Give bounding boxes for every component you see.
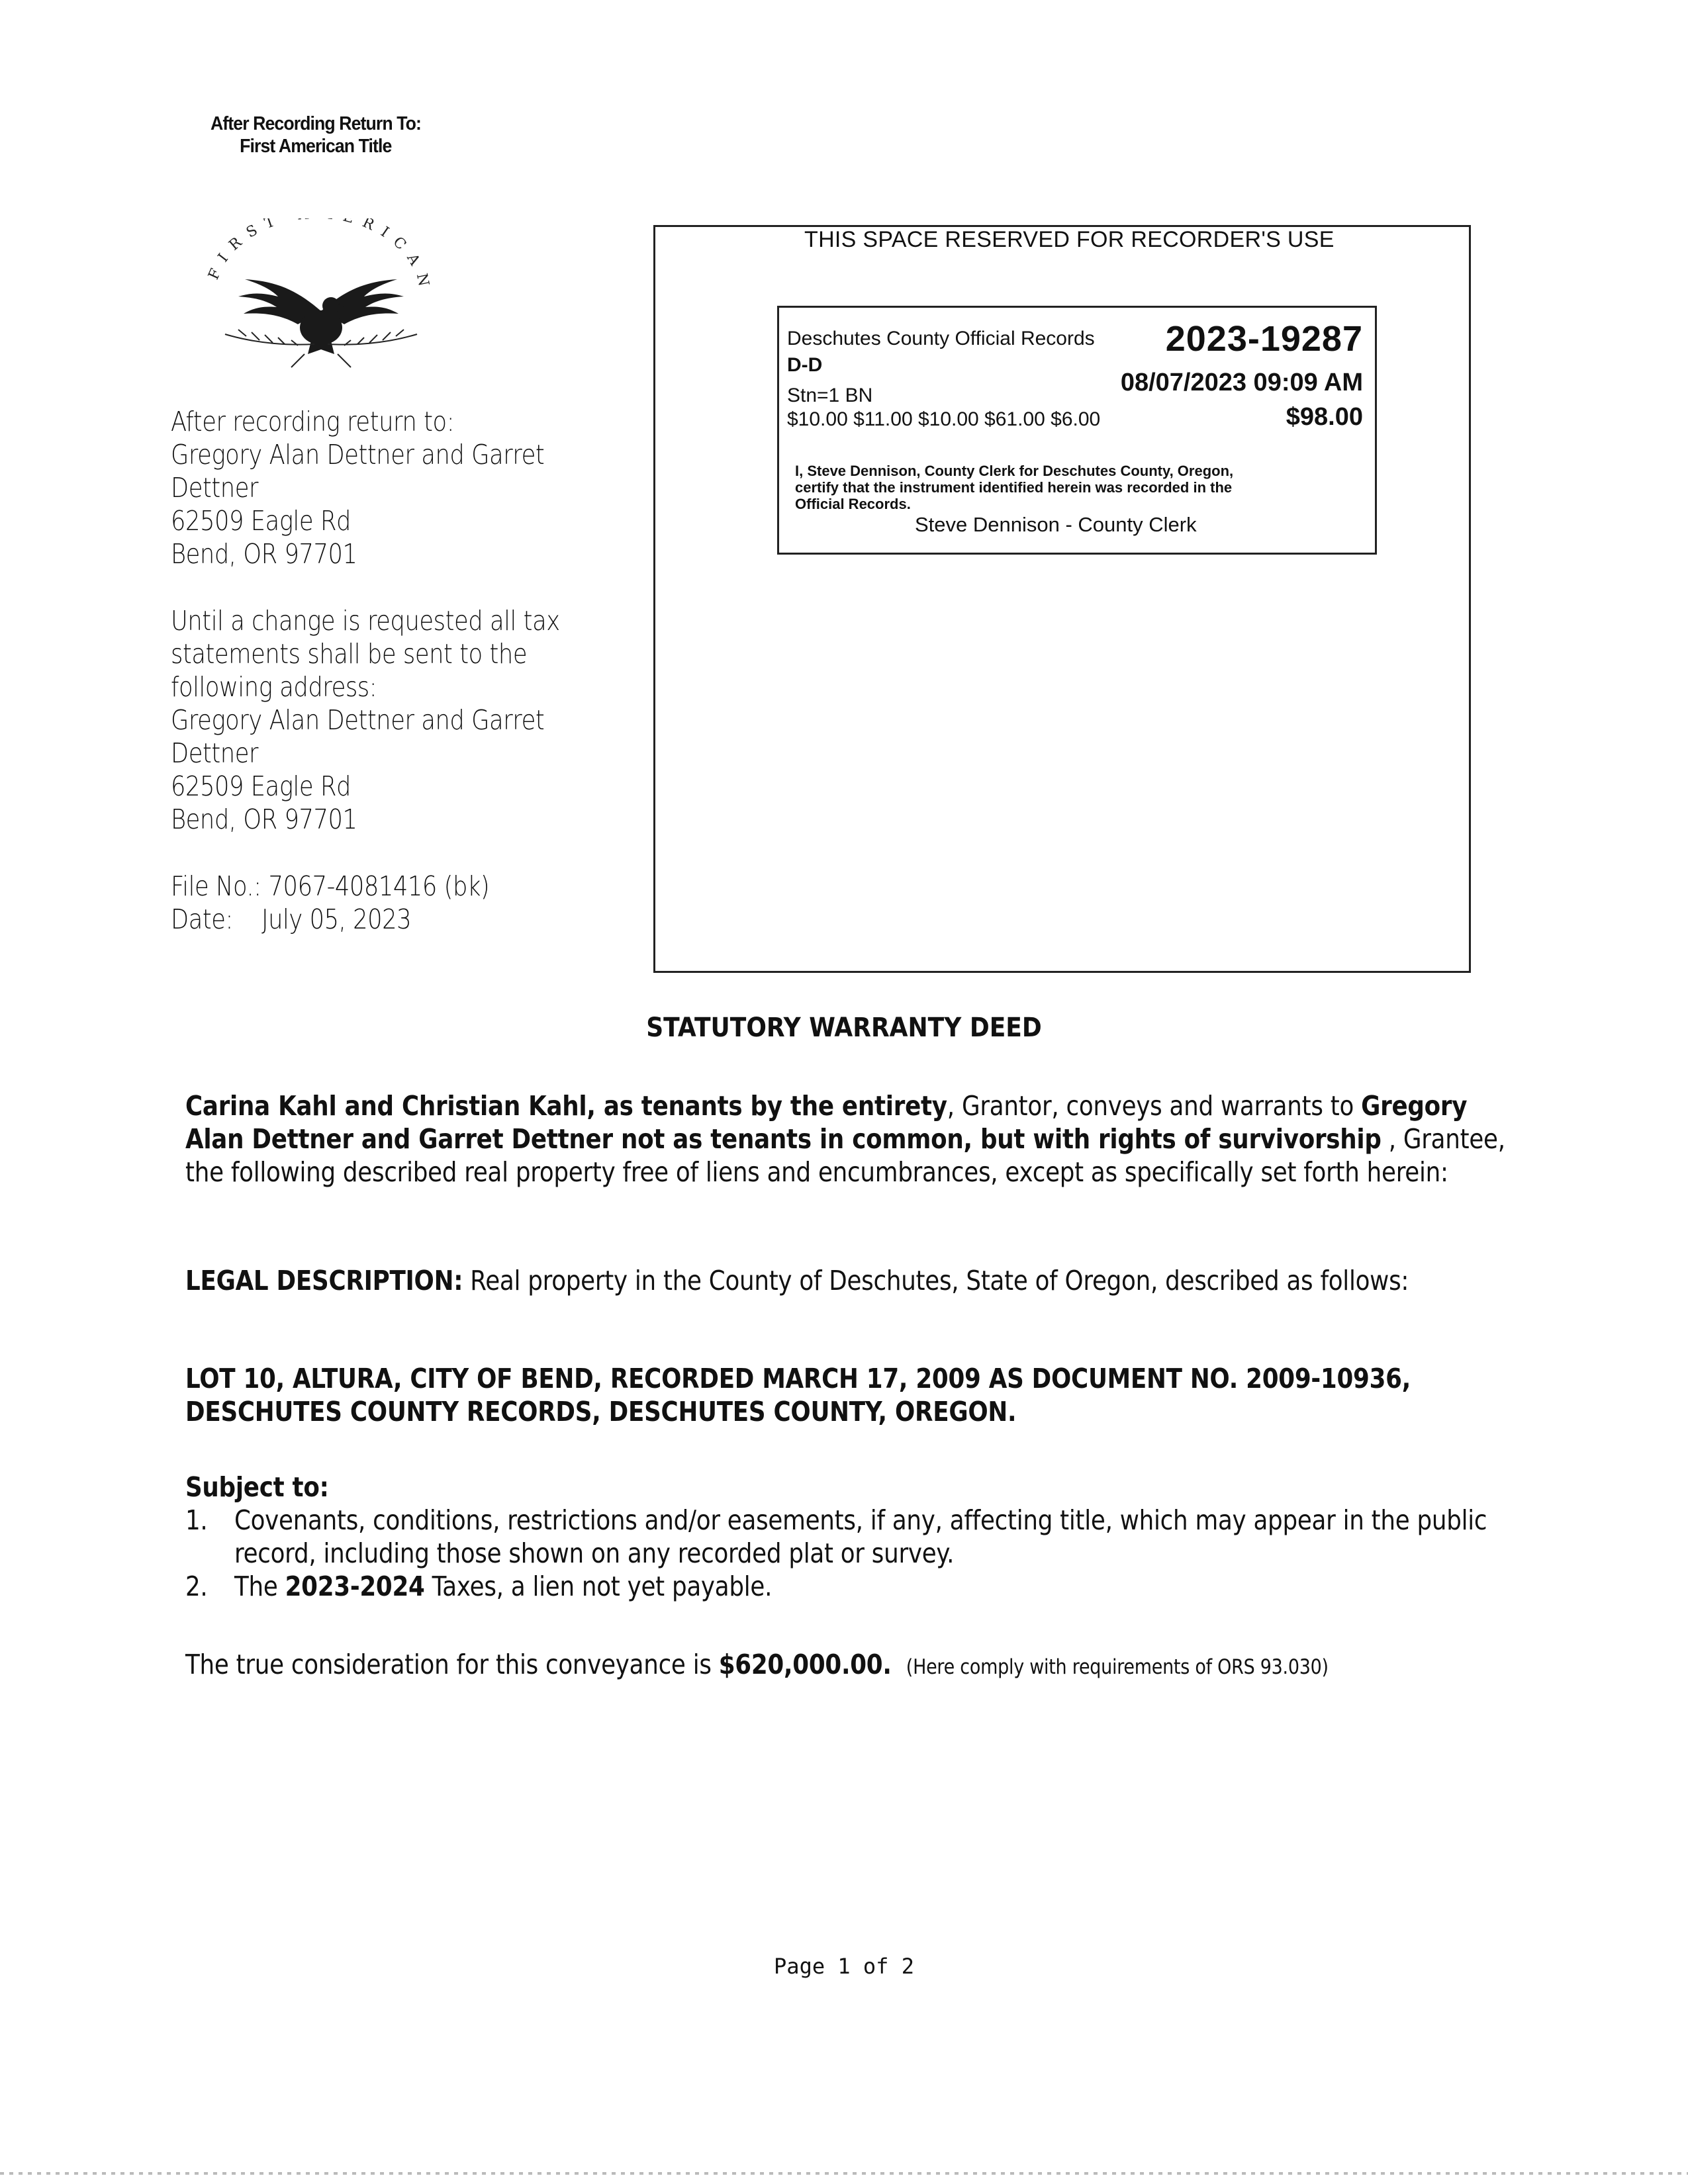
conveyance-text-1: , Grantor, conveys and warrants to: [947, 1090, 1354, 1122]
clerk-signature: Steve Dennison - County Clerk: [915, 513, 1197, 536]
list-item: [185, 1504, 1521, 1570]
consideration-amount: $620,000.00.: [718, 1649, 892, 1680]
tax-line2: statements shall be sent to the: [171, 638, 528, 670]
tax-city: Bend, OR 97701: [171, 803, 357, 835]
return-to-stamp: [211, 113, 421, 158]
tax-line1: Until a change is requested all tax: [171, 605, 560, 637]
stamp-line-2: First American Title: [240, 136, 392, 157]
return-heading: After recording return to:: [171, 406, 455, 437]
station-id: Stn=1 BN: [787, 385, 873, 406]
document-number: 2023-19287: [1165, 319, 1363, 359]
consideration-note: (Here comply with requirements of ORS 93.030): [906, 1655, 1329, 1679]
item-text-post: Taxes, a lien not yet payable.: [424, 1570, 773, 1602]
lot-description: LOT 10, ALTURA, CITY OF BEND, RECORDED MARCH 17, 2009 AS DOCUMENT NO. 2009-10936, DESCHUTES COUNTY RECORDS, DESCHUTES COUNTY, OREGON.: [185, 1363, 1411, 1428]
file-date: July 05, 2023: [261, 903, 412, 935]
exceptions-list: [185, 1504, 1521, 1603]
tax-line3: following address:: [171, 671, 377, 703]
tax-street: 62509 Eagle Rd: [171, 770, 351, 802]
deed-title: STATUTORY WARRANTY DEED: [646, 1013, 1042, 1043]
scan-edge-divider: [0, 2172, 1688, 2175]
records-office: Deschutes County Official Records: [787, 328, 1095, 349]
tax-years: 2023-2024: [285, 1570, 425, 1602]
subject-heading: Subject to:: [185, 1471, 329, 1503]
eagle-icon: [199, 218, 444, 390]
first-american-logo: [199, 218, 444, 390]
grantor-names: Carina Kahl and Christian Kahl, as tenants by the entirety: [185, 1090, 947, 1122]
return-street: 62509 Eagle Rd: [171, 505, 351, 537]
consideration-text: The true consideration for this conveyance is: [185, 1649, 719, 1680]
address-block: [171, 405, 569, 970]
legal-description: [185, 1264, 1521, 1297]
document-code: D-D: [787, 354, 823, 376]
tax-address: [171, 604, 569, 836]
return-city: Bend, OR 97701: [171, 538, 357, 570]
cert-line1: I, Steve Dennison, County Clerk for Deschutes County, Oregon,: [795, 463, 1234, 479]
file-label: File No.:: [171, 870, 261, 902]
stamp-line-1: After Recording Return To:: [211, 113, 421, 134]
fee-total: $98.00: [1286, 403, 1363, 431]
cert-line3: Official Records.: [795, 496, 911, 512]
recording-stamp: [777, 306, 1377, 555]
list-item: [185, 1570, 1521, 1603]
conveyance-paragraph: [185, 1089, 1521, 1189]
fee-breakdown: $10.00 $11.00 $10.00 $61.00 $6.00: [787, 408, 1101, 430]
return-name-line1: Gregory Alan Dettner and Garret: [171, 439, 545, 471]
return-address: [171, 405, 569, 570]
legal-label: LEGAL DESCRIPTION:: [185, 1265, 463, 1297]
subject-to-section: [185, 1471, 1521, 1603]
clerk-certification: [795, 463, 1233, 512]
return-name-line2: Dettner: [171, 472, 259, 504]
item-text-pre: The: [234, 1570, 285, 1602]
tax-name-line2: Dettner: [171, 737, 259, 769]
recorder-box-title: THIS SPACE RESERVED FOR RECORDER'S USE: [804, 227, 1335, 252]
tax-name-line1: Gregory Alan Dettner and Garret: [171, 704, 545, 736]
grantee-names: Gregory Alan Dettner and Garret Dettner not as tenants in common, but with rights of survivorship: [185, 1090, 1468, 1155]
consideration-statement: [185, 1648, 1521, 1684]
file-number: 7067-4081416 (bk): [268, 870, 490, 902]
file-info: [171, 870, 569, 936]
item-number: 2.: [185, 1570, 208, 1602]
legal-text: Real property in the County of Deschutes, State of Oregon, described as follows:: [463, 1265, 1409, 1297]
date-label: Date:: [171, 903, 234, 935]
item-text: Covenants, conditions, restrictions and/or easements, if any, affecting title, which may appear in the public record, including those shown on any recorded plat or survey.: [234, 1504, 1487, 1569]
page-number: Page 1 of 2: [774, 1954, 914, 1979]
svg-text:FIRST AMERICAN: [205, 218, 434, 297]
cert-line2: certify that the instrument identified herein was recorded in the: [795, 479, 1233, 496]
item-number: 1.: [185, 1504, 208, 1536]
logo-arc-text: FIRST ERICAN: [205, 218, 434, 297]
conveyance-text-2: , Grantee, the following described real property free of liens and encumbrances, except as specifically set forth herein:: [185, 1123, 1505, 1188]
recording-datetime: 08/07/2023 09:09 AM: [1120, 369, 1363, 396]
